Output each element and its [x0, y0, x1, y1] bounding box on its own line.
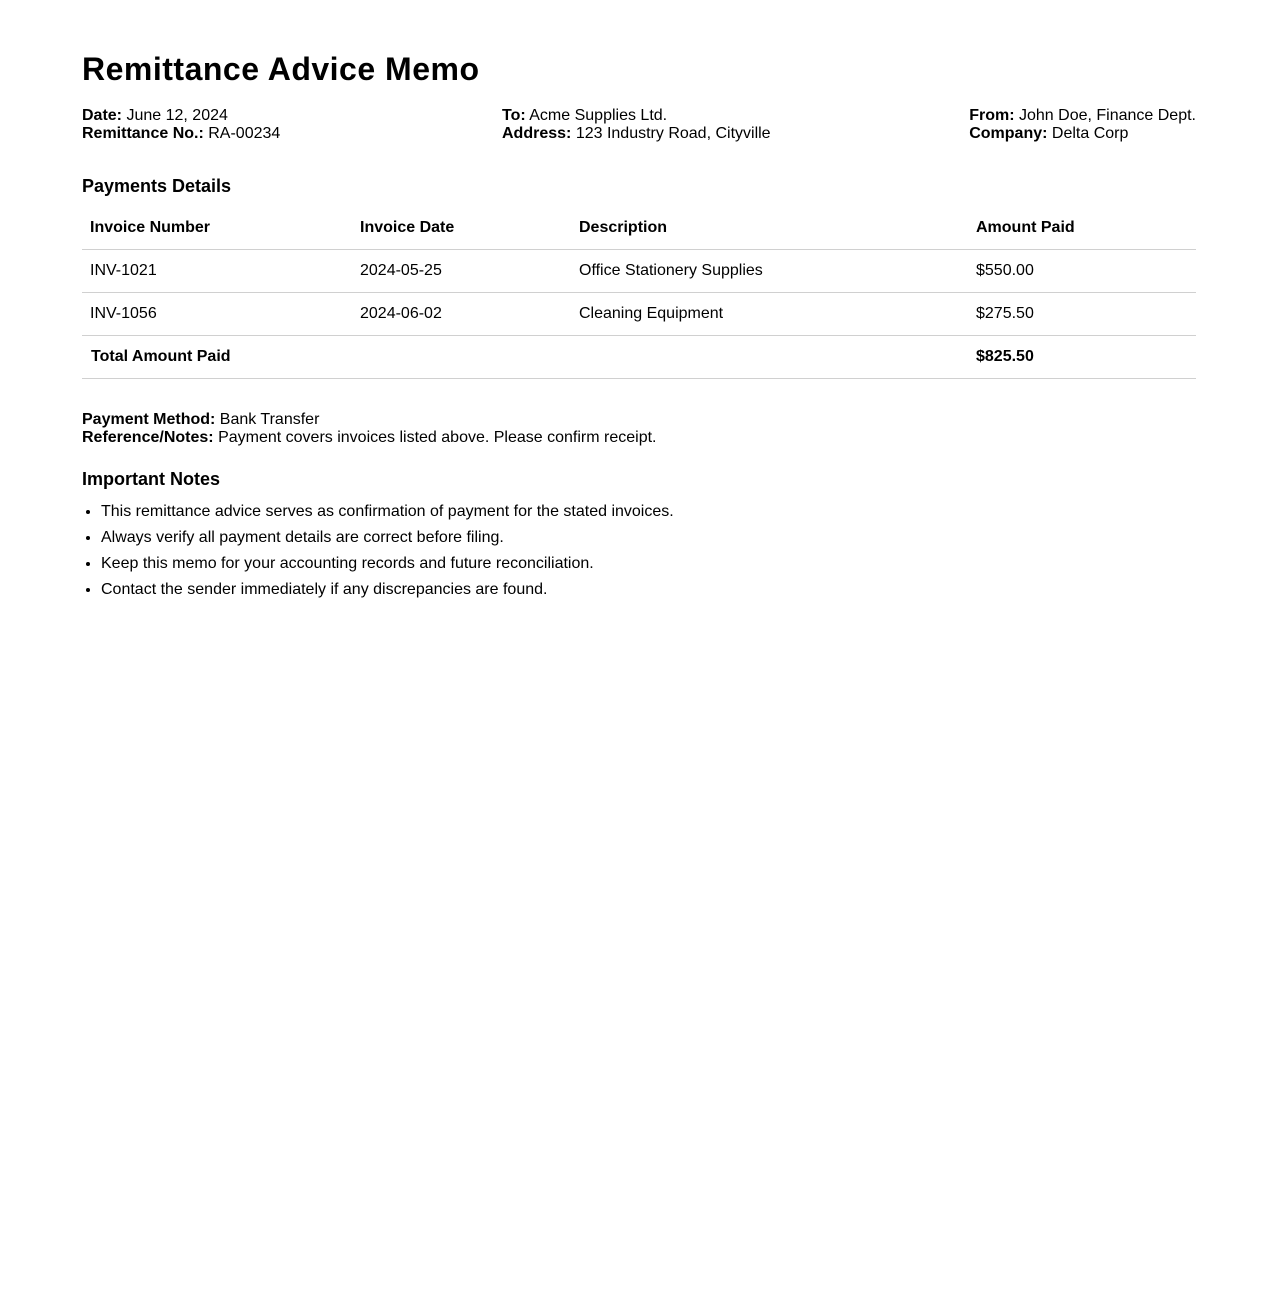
remittance-number-label: Remittance No.: — [82, 125, 204, 142]
invoice-number-cell: INV-1021 — [82, 250, 352, 293]
list-item: • This remittance advice serves as confirmation of payment for the stated invoices. — [101, 503, 674, 521]
reference-notes-line — [82, 429, 656, 447]
payments-table — [82, 207, 1196, 379]
memo-meta-sender — [969, 107, 1196, 143]
to-value: Acme Supplies Ltd. — [529, 107, 668, 124]
table-row — [82, 293, 1196, 336]
company-value: Delta Corp — [1051, 125, 1129, 142]
page-title: Remittance Advice Memo — [82, 51, 480, 87]
invoice-date-cell: 2024-05-25 — [352, 250, 571, 293]
date-value: June 12, 2024 — [126, 107, 228, 124]
to-label: To: — [502, 107, 526, 124]
payment-method-value: Bank Transfer — [219, 411, 320, 428]
list-item: • Contact the sender immediately if any discrepancies are found. — [101, 581, 674, 599]
total-row — [82, 336, 1196, 379]
payment-method-label: Payment Method: — [82, 411, 216, 428]
remittance-number-line — [82, 125, 280, 143]
description-cell: Cleaning Equipment — [571, 293, 968, 336]
to-line — [502, 107, 771, 125]
column-header-amount-paid: Amount Paid — [968, 207, 1196, 250]
list-item: • Keep this memo for your accounting records and future reconciliation. — [101, 555, 674, 573]
amount-paid-cell: $275.50 — [968, 293, 1196, 336]
memo-meta-left — [82, 107, 280, 143]
remittance-number-value: RA-00234 — [208, 125, 281, 142]
invoice-number-cell: INV-1056 — [82, 293, 352, 336]
important-notes-list — [82, 503, 674, 607]
address-line — [502, 125, 771, 143]
total-label: Total Amount Paid — [82, 336, 968, 379]
date-line — [82, 107, 280, 125]
amount-paid-cell: $550.00 — [968, 250, 1196, 293]
table-row — [82, 250, 1196, 293]
payments-heading: Payments Details — [82, 176, 232, 196]
payment-info — [82, 411, 656, 447]
invoice-date-cell: 2024-06-02 — [352, 293, 571, 336]
payment-method-line — [82, 411, 656, 429]
from-value: John Doe, Finance Dept. — [1019, 107, 1196, 124]
address-value: 123 Industry Road, Cityville — [575, 125, 771, 142]
description-cell: Office Stationery Supplies — [571, 250, 968, 293]
column-header-invoice-number: Invoice Number — [82, 207, 352, 250]
company-line — [969, 125, 1196, 143]
total-value: $825.50 — [968, 336, 1196, 379]
column-header-description: Description — [571, 207, 968, 250]
list-item: • Always verify all payment details are correct before filing. — [101, 529, 674, 547]
memo-meta-recipient — [502, 107, 771, 143]
date-label: Date: — [82, 107, 123, 124]
reference-notes-value: Payment covers invoices listed above. Please confirm receipt. — [218, 429, 657, 446]
important-notes-heading: Important Notes — [82, 469, 221, 489]
table-header-row — [82, 207, 1196, 250]
company-label: Company: — [969, 125, 1048, 142]
reference-notes-label: Reference/Notes: — [82, 429, 214, 446]
column-header-invoice-date: Invoice Date — [352, 207, 571, 250]
from-label: From: — [969, 107, 1015, 124]
from-line — [969, 107, 1196, 125]
address-label: Address: — [502, 125, 572, 142]
